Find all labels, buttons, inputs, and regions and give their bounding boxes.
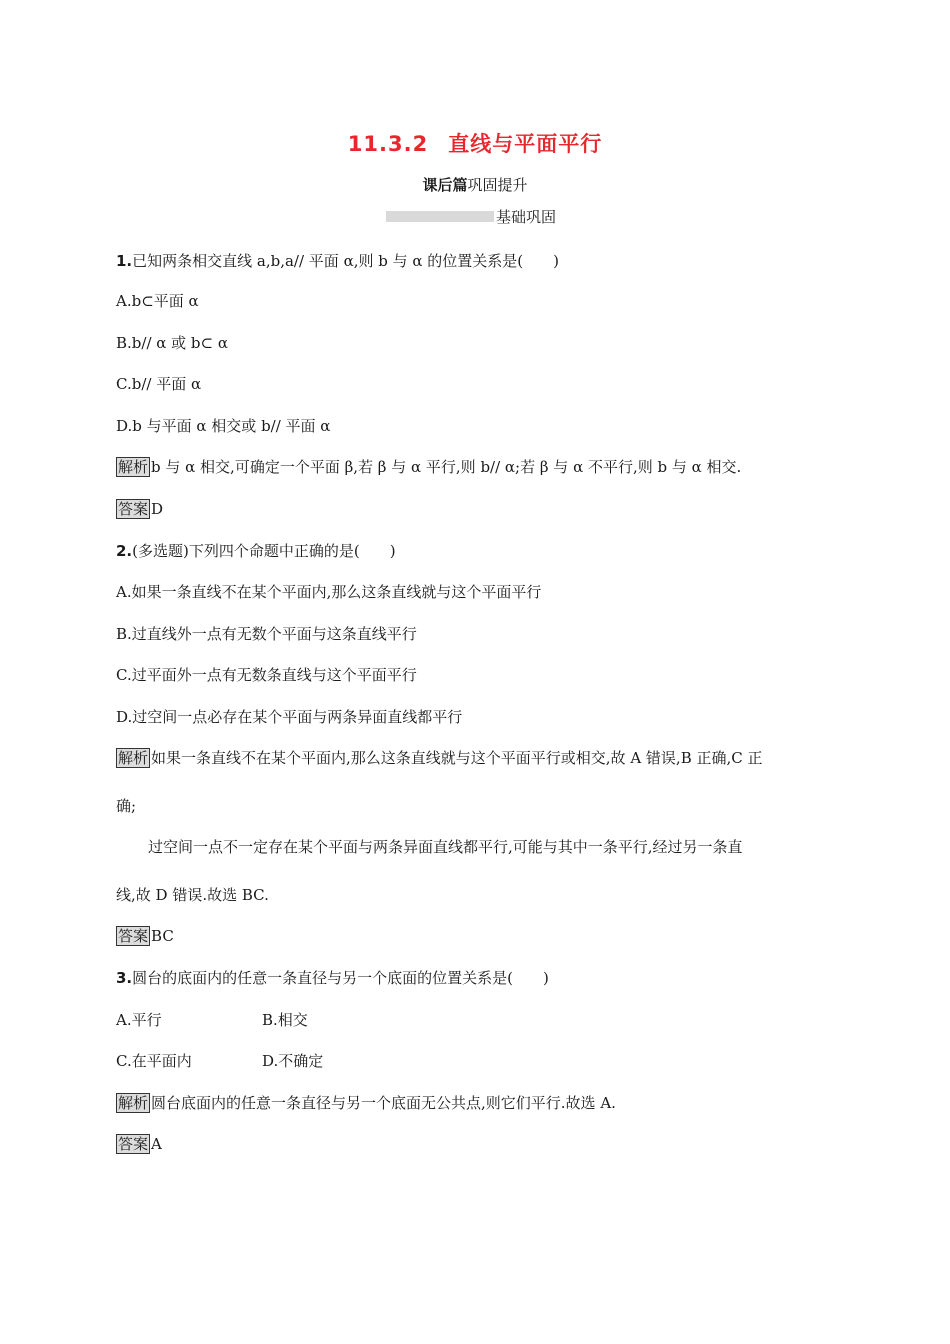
level-bar bbox=[386, 211, 494, 222]
question-1 bbox=[116, 250, 836, 272]
answer-tag: 答案 bbox=[118, 1135, 149, 1153]
options-3-row1 bbox=[116, 1009, 836, 1031]
option-1d: D.b 与平面 α 相交或 b// 平面 α bbox=[116, 417, 331, 435]
question-number: 1. bbox=[116, 252, 133, 270]
option-2b: B.过直线外一点有无数个平面与这条直线平行 bbox=[116, 625, 417, 643]
question-text: (多选题)下列四个命题中正确的是( ) bbox=[132, 542, 396, 560]
option-2d: D.过空间一点必存在某个平面与两条异面直线都平行 bbox=[116, 708, 463, 726]
answer-2 bbox=[116, 925, 836, 947]
option-1b: B.b// α 或 b⊂ α bbox=[116, 334, 229, 352]
answer-text: A bbox=[151, 1135, 162, 1153]
analysis-2-para2-cont: 线,故 D 错误.故选 BC. bbox=[116, 886, 269, 904]
answer-1 bbox=[116, 498, 836, 520]
option-3b: B.相交 bbox=[262, 1011, 308, 1029]
options-3-row2 bbox=[116, 1050, 836, 1072]
analysis-1 bbox=[116, 456, 836, 478]
question-text: 已知两条相交直线 a,b,a// 平面 α,则 b 与 α 的位置关系是( ) bbox=[132, 252, 559, 270]
question-3 bbox=[116, 967, 836, 989]
option-3c: C.在平面内 bbox=[116, 1052, 192, 1070]
option-2a: A.如果一条直线不在某个平面内,那么这条直线就与这个平面平行 bbox=[116, 583, 542, 601]
analysis-tag: 解析 bbox=[118, 458, 149, 476]
section-title bbox=[0, 128, 950, 158]
answer-3 bbox=[116, 1133, 836, 1155]
level-label: 基础巩固 bbox=[496, 207, 557, 226]
analysis-tag: 解析 bbox=[118, 749, 149, 767]
analysis-3 bbox=[116, 1092, 836, 1114]
question-text: 圆台的底面内的任意一条直径与另一个底面的位置关系是( ) bbox=[132, 969, 549, 987]
section-number: 11.3.2 bbox=[347, 132, 429, 156]
analysis-2-para2: 过空间一点不一定存在某个平面与两条异面直线都平行,可能与其中一条平行,经过另一条直 bbox=[148, 838, 743, 856]
section-title-text: 直线与平面平行 bbox=[448, 132, 603, 156]
option-3d: D.不确定 bbox=[262, 1052, 324, 1070]
analysis-text: 圆台底面内的任意一条直径与另一个底面无公共点,则它们平行.故选 A. bbox=[151, 1094, 616, 1112]
answer-tag: 答案 bbox=[118, 500, 149, 518]
answer-text: BC bbox=[151, 927, 174, 945]
analysis-tag: 解析 bbox=[118, 1094, 149, 1112]
option-1a: A.b⊂平面 α bbox=[116, 292, 199, 310]
level-heading bbox=[386, 206, 556, 226]
question-number: 2. bbox=[116, 542, 133, 560]
option-1c: C.b// 平面 α bbox=[116, 375, 202, 393]
answer-tag: 答案 bbox=[118, 927, 149, 945]
option-2c: C.过平面外一点有无数条直线与这个平面平行 bbox=[116, 666, 417, 684]
answer-text: D bbox=[151, 500, 164, 518]
analysis-text: b 与 α 相交,可确定一个平面 β,若 β 与 α 平行,则 b// α;若 β 与 α 不平行,则 b 与 α 相交. bbox=[151, 458, 742, 476]
question-number: 3. bbox=[116, 969, 133, 987]
option-3a: A.平行 bbox=[116, 1011, 162, 1029]
subtitle bbox=[0, 174, 950, 195]
question-2 bbox=[116, 540, 836, 562]
analysis-text: 如果一条直线不在某个平面内,那么这条直线就与这个平面平行或相交,故 A 错误,B 正确,C 正 bbox=[151, 749, 763, 767]
subtitle-bold: 课后篇 bbox=[422, 176, 468, 194]
analysis-2 bbox=[116, 747, 836, 769]
analysis-2-cont: 确; bbox=[116, 797, 137, 815]
subtitle-rest: 巩固提升 bbox=[467, 176, 528, 194]
